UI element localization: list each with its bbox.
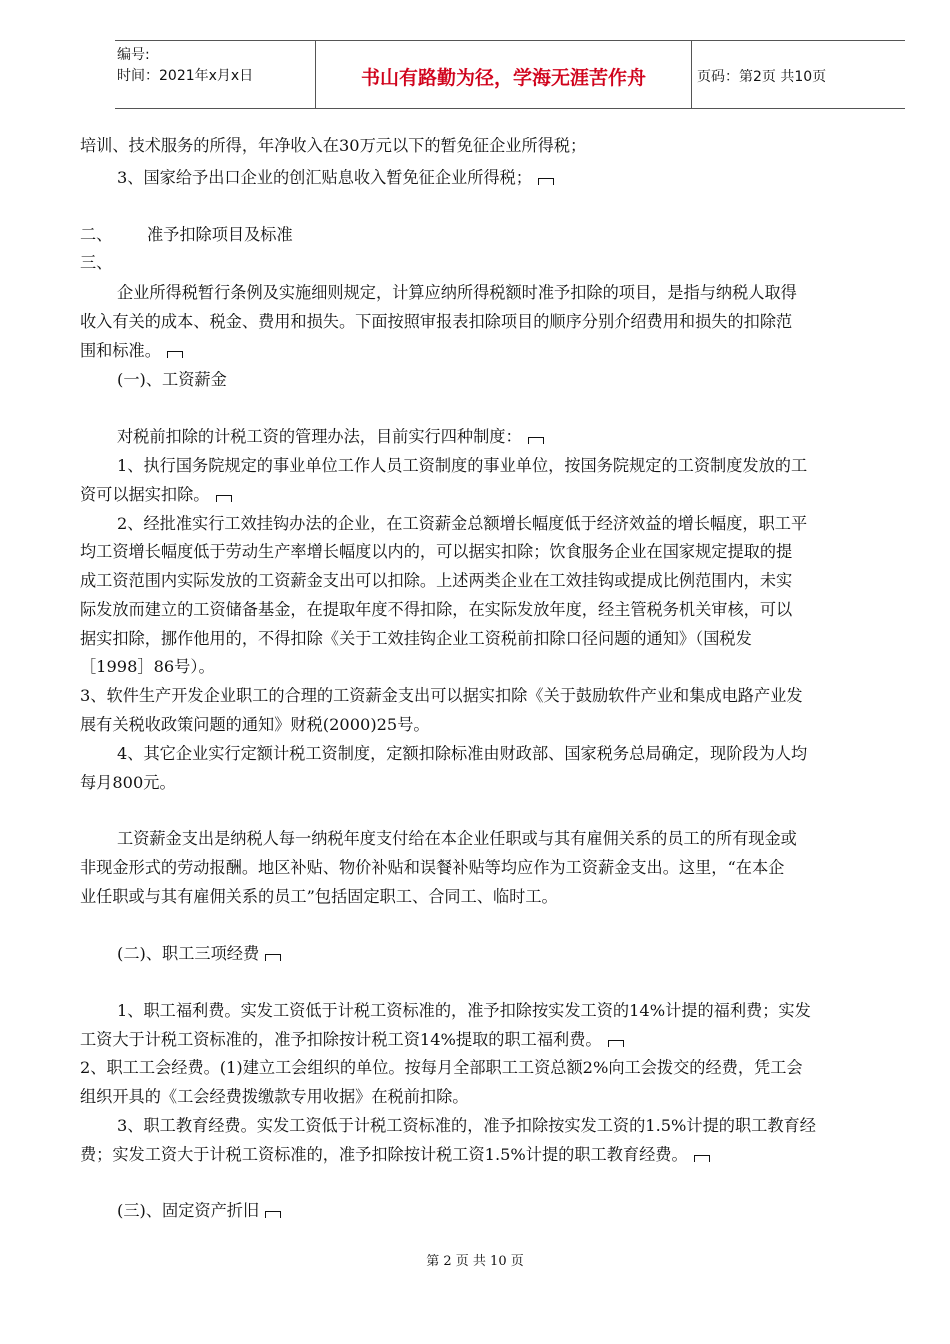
subsection-heading: (一)、工资薪金: [117, 370, 227, 389]
text-line: 业任职或与其有雇佣关系的员工”包括固定职工、合同工、临时工。: [80, 887, 558, 906]
page-footer: 第 2 页 共 10 页: [426, 1254, 524, 1269]
section-heading: 准予扣除项目及标准: [147, 225, 293, 244]
text-line: 2、经批准实行工效挂钩办法的企业，在工资薪金总额增长幅度低于经济效益的增长幅度，职工平: [117, 514, 808, 533]
text-line: 成工资范围内实际发放的工资薪金支出可以扣除。上述两类企业在工效挂钩或提成比例范围内，未实: [80, 571, 793, 590]
page-label: 页码：第2页 共10页: [697, 69, 827, 85]
motto-text: 书山有路勤为径，学海无涯苦作舟: [360, 67, 646, 89]
text-line: ［1998］86号）。: [80, 657, 215, 676]
subsection-heading: (三)、固定资产折旧: [117, 1201, 281, 1221]
subsection-heading: (二)、职工三项经费: [117, 944, 281, 964]
text-line: 工资大于计税工资标准的，准予扣除按计税工资14%提取的职工福利费。: [80, 1030, 624, 1050]
text-line: 培训、技术服务的所得，年净收入在30万元以下的暂免征企业所得税；: [80, 136, 587, 155]
text-line: 均工资增长幅度低于劳动生产率增长幅度以内的，可以据实扣除；饮食服务企业在国家规定提取的提: [80, 542, 793, 561]
paragraph-mark-icon: [167, 351, 183, 358]
header-motto-cell: [315, 41, 692, 108]
text-line: 每月800元。: [80, 773, 176, 792]
text-line: 3、职工教育经费。实发工资低于计税工资标准的，准予扣除按实发工资的1.5%计提的职工教育经: [117, 1116, 816, 1135]
text-line: 围和标准。: [80, 341, 183, 361]
header-info-cell: [115, 41, 315, 108]
text-line: 据实扣除，挪作他用的，不得扣除《关于工效挂钩企业工资税前扣除口径问题的通知》（国税发: [80, 629, 752, 648]
page-header: [115, 40, 905, 109]
text-line: 2、职工工会经费。(1)建立工会组织的单位。按每月全部职工工资总额2%向工会拨交的经费，凭工会: [80, 1058, 803, 1077]
text-line: 收入有关的成本、税金、费用和损失。下面按照审报表扣除项目的顺序分别介绍费用和损失的扣除范: [80, 312, 793, 331]
paragraph-mark-icon: [608, 1040, 624, 1047]
text-line: 1、职工福利费。实发工资低于计税工资标准的，准予扣除按实发工资的14%计提的福利费；实发: [117, 1001, 811, 1020]
text-line: 1、执行国务院规定的事业单位工作人员工资制度的事业单位，按国务院规定的工资制度发放的工: [117, 456, 808, 475]
paragraph-mark-icon: [265, 954, 281, 961]
section-number: 三、: [80, 253, 113, 272]
text-line: 展有关税收政策问题的通知》财税(2000)25号。: [80, 715, 430, 734]
section-number: 二、: [80, 225, 113, 244]
text-line: 工资薪金支出是纳税人每一纳税年度支付给在本企业任职或与其有雇佣关系的员工的所有现金或: [117, 829, 797, 848]
text-line: 资可以据实扣除。: [80, 485, 232, 505]
number-label: 编号:: [117, 47, 150, 63]
time-label: 时间：2021年x月x日: [117, 68, 254, 84]
paragraph-mark-icon: [694, 1155, 710, 1162]
text-line: 对税前扣除的计税工资的管理办法，目前实行四种制度：: [117, 427, 544, 447]
paragraph-mark-icon: [216, 495, 232, 502]
paragraph-mark-icon: [265, 1211, 281, 1218]
paragraph-mark-icon: [538, 178, 554, 185]
text-line: 费；实发工资大于计税工资标准的，准予扣除按计税工资1.5%计提的职工教育经费。: [80, 1145, 710, 1165]
text-line: 非现金形式的劳动报酬。地区补贴、物价补贴和误餐补贴等均应作为工资薪金支出。这里，“在本企: [80, 858, 785, 877]
text-line: 组织开具的《工会经费拨缴款专用收据》在税前扣除。: [80, 1087, 469, 1106]
text-line: 4、其它企业实行定额计税工资制度，定额扣除标准由财政部、国家税务总局确定，现阶段为人均: [117, 744, 808, 763]
header-page-cell: [691, 41, 905, 108]
text-line: 际发放而建立的工资储备基金，在提取年度不得扣除，在实际发放年度，经主管税务机关审核，可以: [80, 600, 793, 619]
paragraph-mark-icon: [528, 437, 544, 444]
text-line: 企业所得税暂行条例及实施细则规定，计算应纳所得税额时准予扣除的项目，是指与纳税人取得: [117, 283, 797, 302]
text-line: 3、软件生产开发企业职工的合理的工资薪金支出可以据实扣除《关于鼓励软件产业和集成电路产业发: [80, 686, 803, 705]
text-line: 3、国家给予出口企业的创汇贴息收入暂免征企业所得税；: [117, 168, 554, 188]
